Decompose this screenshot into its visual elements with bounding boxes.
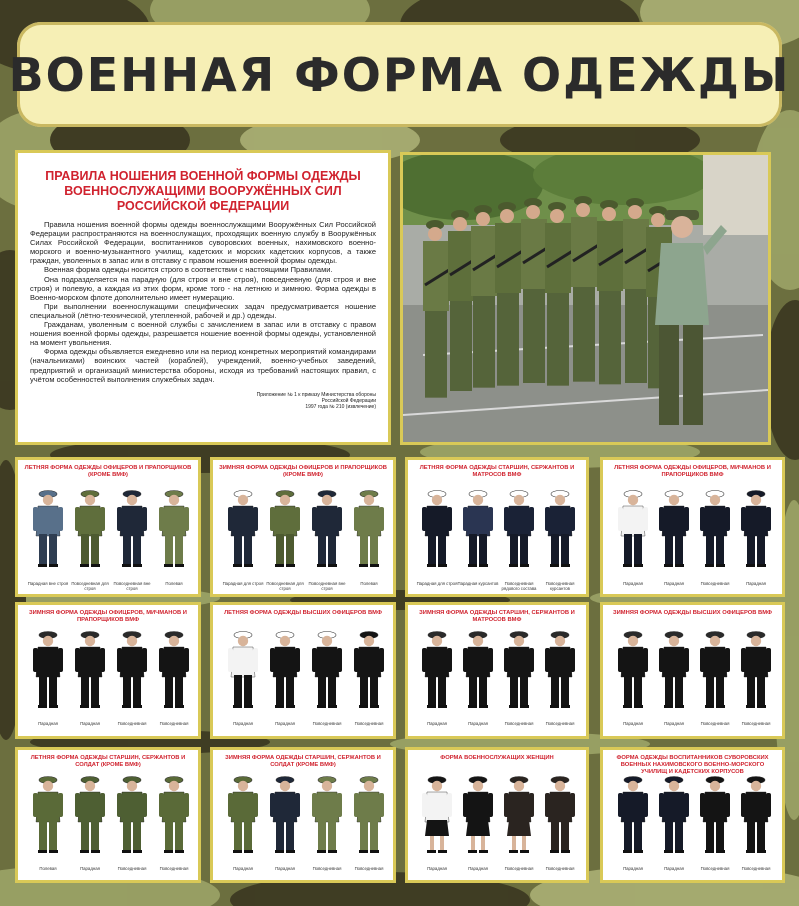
- uniform-caption: Повседневная: [700, 581, 730, 586]
- uniform-caption: Повседневная: [700, 866, 730, 871]
- rules-paragraph: Правила ношения военной формы одежды военнослужащими Вооружённых Сил Российской Федерации распространяются на военнослужащих, проходящих военную службу в Вооружённых Силах Российской Федерации, воспитанников суворовских военных, нахимовского военно-морского и военно-музыкантного училищ, кадетских и морских кадетских корпусов, а также граждан, уволенных в запас или в отставку с правом ношения военной формы одежды.: [30, 220, 376, 266]
- uniform-caption: Парадная: [80, 866, 100, 871]
- uniform-caption: Полевая: [360, 581, 378, 586]
- uniform-caption: Повседневная вне строя: [113, 581, 151, 591]
- uniform-panel-title: ЛЕТНЯЯ ФОРМА ОДЕЖДЫ СТАРШИН, СЕРЖАНТОВ И МАТРОСОВ ВМФ: [419, 465, 575, 478]
- uniform-panel-title: ЗИМНЯЯ ФОРМА ОДЕЖДЫ ОФИЦЕРОВ И ПРАПОРЩИКОВ (КРОМЕ ВМФ): [219, 465, 387, 478]
- uniform-caption: Парадная: [664, 721, 684, 726]
- uniform-caption: Парадная вне строя: [27, 581, 69, 586]
- poster-title: ВОЕННАЯ ФОРМА ОДЕЖДЫ: [8, 47, 791, 102]
- uniform-panel-title: ФОРМА ВОЕННОСЛУЖАЩИХ ЖЕНЩИН: [440, 755, 554, 761]
- uniform-caption: Парадная: [746, 581, 766, 586]
- uniform-panel-title: ЛЕТНЯЯ ФОРМА ОДЕЖДЫ СТАРШИН, СЕРЖАНТОВ И СОЛДАТ (КРОМЕ ВМФ): [30, 755, 186, 768]
- uniform-caption: Повседневная: [354, 866, 384, 871]
- uniform-caption: Парадная: [233, 866, 253, 871]
- uniform-caption: Повседневная: [741, 866, 771, 871]
- uniform-panel: [405, 602, 589, 739]
- uniform-panel: [600, 457, 785, 597]
- uniform-panel: [210, 602, 396, 739]
- uniform-caption: Парадная: [275, 866, 295, 871]
- uniform-caption: Повседневная для строя: [266, 581, 304, 591]
- uniform-caption: Парадная: [275, 721, 295, 726]
- uniform-caption: Парадная: [623, 721, 643, 726]
- uniform-caption: Парадная: [468, 866, 488, 871]
- uniform-caption: Парадная: [38, 721, 58, 726]
- uniform-panel: [15, 457, 201, 597]
- uniform-panel-title: ЗИМНЯЯ ФОРМА ОДЕЖДЫ ОФИЦЕРОВ, МИЧМАНОВ И ПРАПОРЩИКОВ ВМФ: [29, 610, 187, 623]
- rules-footnote: Приложение № 1 к приказу Министерства обороны Российской Федерации 1997 года № 210 (извлечение): [256, 391, 376, 410]
- uniform-panel: [210, 457, 396, 597]
- uniform-caption: Повседневная: [354, 721, 384, 726]
- uniform-caption: Повседневная: [504, 866, 534, 871]
- uniform-caption: Парадная для строя: [222, 581, 264, 586]
- rules-section: [15, 150, 391, 445]
- uniform-panel: [405, 747, 589, 883]
- uniform-caption: Парадная: [664, 866, 684, 871]
- uniform-caption: Повседневная: [545, 721, 575, 726]
- rules-paragraph: Гражданам, уволенным с военной службы с зачислением в запас или в отставку с правом ношения военной формы одежды, разрешается ношение военной формы одежды, установленной на момент увольнения.: [30, 320, 376, 348]
- uniform-caption: Парадная: [664, 581, 684, 586]
- uniform-panel-title: ЛЕТНЯЯ ФОРМА ОДЕЖДЫ ОФИЦЕРОВ И ПРАПОРЩИКОВ (КРОМЕ ВМФ): [24, 465, 192, 478]
- uniform-caption: Повседневная: [117, 866, 147, 871]
- marching-soldiers-photo: [400, 152, 771, 445]
- uniform-caption: Повседневная: [312, 721, 342, 726]
- rules-paragraph: Военная форма одежды носится строго в соответствии с настоящими Правилами.: [44, 265, 333, 275]
- uniform-caption: Парадная: [623, 866, 643, 871]
- rules-paragraph: При выполнении военнослужащими специфических задач предусматривается ношение специальной (лётно-технической, утепленной, рабочей и др.) одежды.: [30, 301, 376, 320]
- uniform-caption: Парадная: [623, 581, 643, 586]
- uniform-caption: Повседневная вне строя: [308, 581, 346, 591]
- uniform-panel: [600, 747, 785, 883]
- uniform-caption: Парадная: [468, 721, 488, 726]
- uniform-caption: Повседневная: [700, 721, 730, 726]
- uniform-panel: [15, 747, 201, 883]
- uniform-caption: Полевая: [165, 581, 183, 586]
- uniform-panel: [600, 602, 785, 739]
- rules-paragraph: Форма одежды объявляется ежедневно или на период конкретных мероприятий командирами (начальниками) воинских частей (кораблей), учреждений, военно-учебных заведений, предприятий и организаций министерства обороны, исходя из требований настоящих правил, с учётом особенностей выполнения служебных задач.: [30, 347, 376, 384]
- uniform-panel: [405, 457, 589, 597]
- uniform-panel-title: ФОРМА ОДЕЖДЫ ВОСПИТАННИКОВ СУВОРОВСКИХ ВОЕННЫХ НАХИМОВСКОГО ВОЕННО-МОРСКОГО УЧИЛИЩ И КАДЕТСКИХ КОРПУСОВ: [616, 755, 769, 775]
- rules-heading: ПРАВИЛА НОШЕНИЯ ВОЕННОЙ ФОРМЫ ОДЕЖДЫ ВОЕННОСЛУЖАЩИМИ ВООРУЖЁННЫХ СИЛ РОССИЙСКОЙ ФЕДЕРАЦИИ: [45, 169, 361, 213]
- uniform-caption: Полевая: [39, 866, 57, 871]
- uniform-panel-title: ЗИМНЯЯ ФОРМА ОДЕЖДЫ СТАРШИН, СЕРЖАНТОВ И МАТРОСОВ ВМФ: [419, 610, 575, 623]
- uniform-caption: Повседневная: [545, 866, 575, 871]
- uniform-caption: Повседневная: [312, 866, 342, 871]
- uniform-caption: Повседневная: [159, 721, 189, 726]
- uniform-caption: Парадная: [427, 721, 447, 726]
- uniform-caption: Парадная для строя: [416, 581, 458, 586]
- uniform-panel-title: ЛЕТНЯЯ ФОРМА ОДЕЖДЫ ВЫСШИХ ОФИЦЕРОВ ВМФ: [224, 610, 382, 616]
- uniform-panel-title: ЗИМНЯЯ ФОРМА ОДЕЖДЫ ВЫСШИХ ОФИЦЕРОВ ВМФ: [612, 610, 772, 616]
- uniform-caption: Повседневная курсантов: [545, 581, 575, 591]
- uniform-panel-title: ЛЕТНЯЯ ФОРМА ОДЕЖДЫ ОФИЦЕРОВ, МИЧМАНОВ И ПРАПОРЩИКОВ ВМФ: [614, 465, 771, 478]
- uniform-caption: Повседневная: [504, 721, 534, 726]
- uniform-panel: [210, 747, 396, 883]
- uniform-caption: Повседневная: [159, 866, 189, 871]
- uniform-caption: Парадная курсантов: [457, 581, 499, 586]
- uniform-caption: Парадная: [427, 866, 447, 871]
- uniform-caption: Парадная: [80, 721, 100, 726]
- rules-paragraph: Она подразделяется на парадную (для строя и вне строя), повседневную (для строя и вне строя) и полевую, а каждая из этих форм, кроме того - на летнюю и зимнюю. Форма одежды в Военно-морском флоте дополнительно имеет нумерацию.: [30, 274, 376, 302]
- uniform-panel-title: ЗИМНЯЯ ФОРМА ОДЕЖДЫ СТАРШИН, СЕРЖАНТОВ И СОЛДАТ (КРОМЕ ВМФ): [225, 755, 381, 768]
- uniform-caption: Парадная: [233, 721, 253, 726]
- uniform-caption: Повседневная: [117, 721, 147, 726]
- uniform-panel: [15, 602, 201, 739]
- uniform-caption: Повседневная для строя: [71, 581, 109, 591]
- title-plate: [8, 22, 791, 127]
- uniform-caption: Повседневная рядового состава: [501, 581, 537, 591]
- uniform-caption: Повседневная: [741, 721, 771, 726]
